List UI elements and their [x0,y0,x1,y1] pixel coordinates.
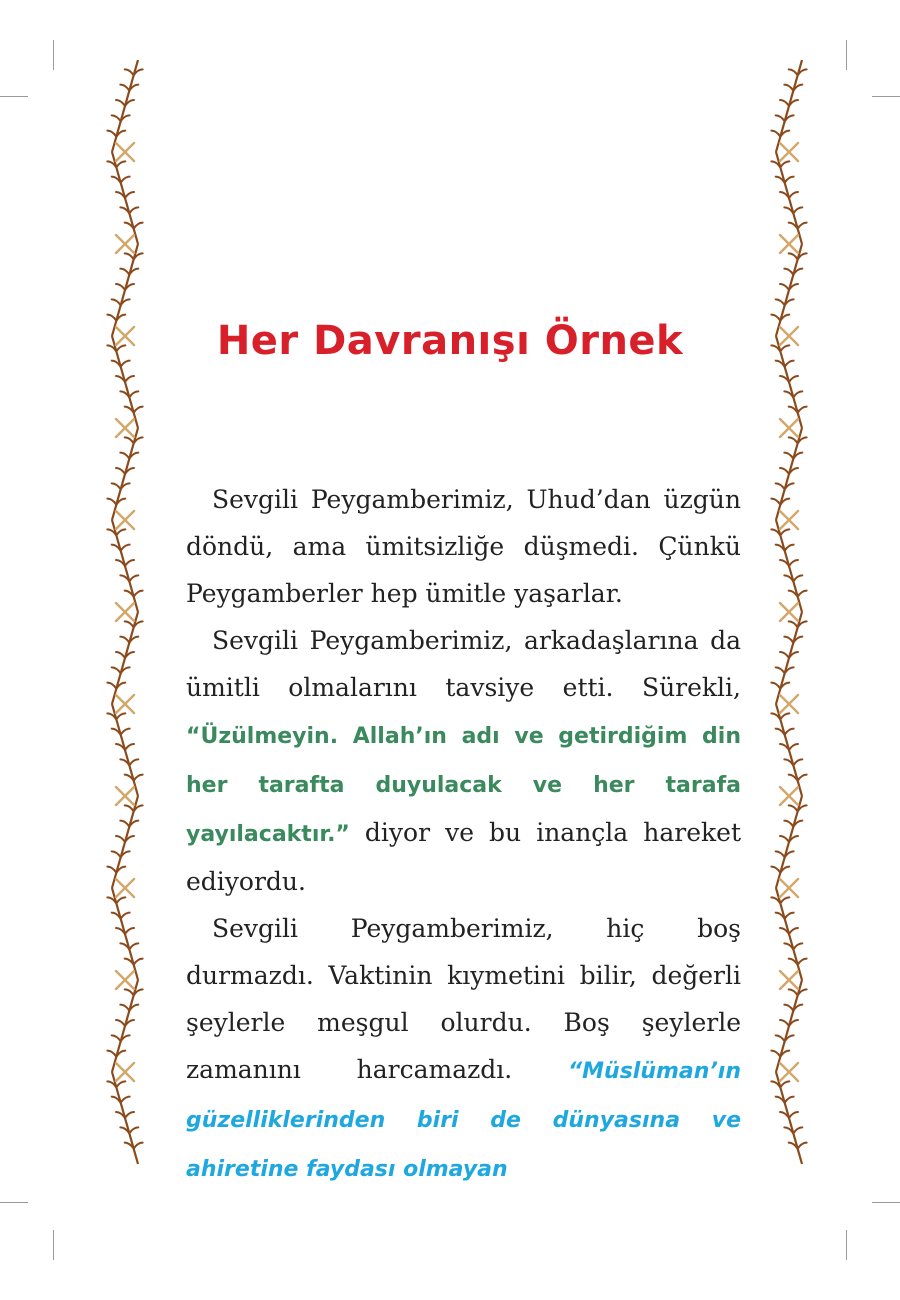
crop-mark [0,96,28,97]
crop-mark [872,1202,900,1203]
paragraph-3-text: Sevgili Peygamberimiz, hiç boş durmazdı. Vaktinin kıymetini bilir, değerli şeylerle meşgul olurdu. Boş şeylerle zamanını harcamazdı. [186,914,741,1084]
paragraph-1-text: Sevgili Peygamberimiz, Uhud’dan üzgün döndü, ama ümitsizliğe düşmedi. Çünkü Peygamberler hep ümitle yaşarlar. [186,485,741,608]
body-text [186,476,741,1193]
paragraph-2 [186,617,741,905]
crop-mark [53,1230,54,1260]
quote-green: “Üzülmeyin. Allah’ın adı ve getirdiğim din her tarafta duyulacak ve her tarafa yayılacaktır.” [186,724,741,847]
paragraph-2-text: Sevgili Peygamberimiz, arkadaşlarına da ümitli olmalarını tavsiye etti. Sürekli, [186,626,741,702]
quote-blue: “Müslüman’ın güzelliklerinden biri de dünyasına ve ahiretine faydası olmayan [186,1059,741,1182]
crop-mark [53,40,54,70]
page-title: Her Davranışı Örnek [216,318,684,364]
crop-mark [846,1230,847,1260]
vine-border-right-icon [764,60,814,1240]
crop-mark [846,40,847,70]
crop-mark [872,96,900,97]
paragraph-2-text-end: diyor ve bu inançla hareket ediyordu. [186,818,741,896]
crop-mark [0,1202,28,1203]
paragraph-3 [186,905,741,1193]
vine-border-left-icon [100,60,150,1240]
paragraph-1 [186,476,741,617]
